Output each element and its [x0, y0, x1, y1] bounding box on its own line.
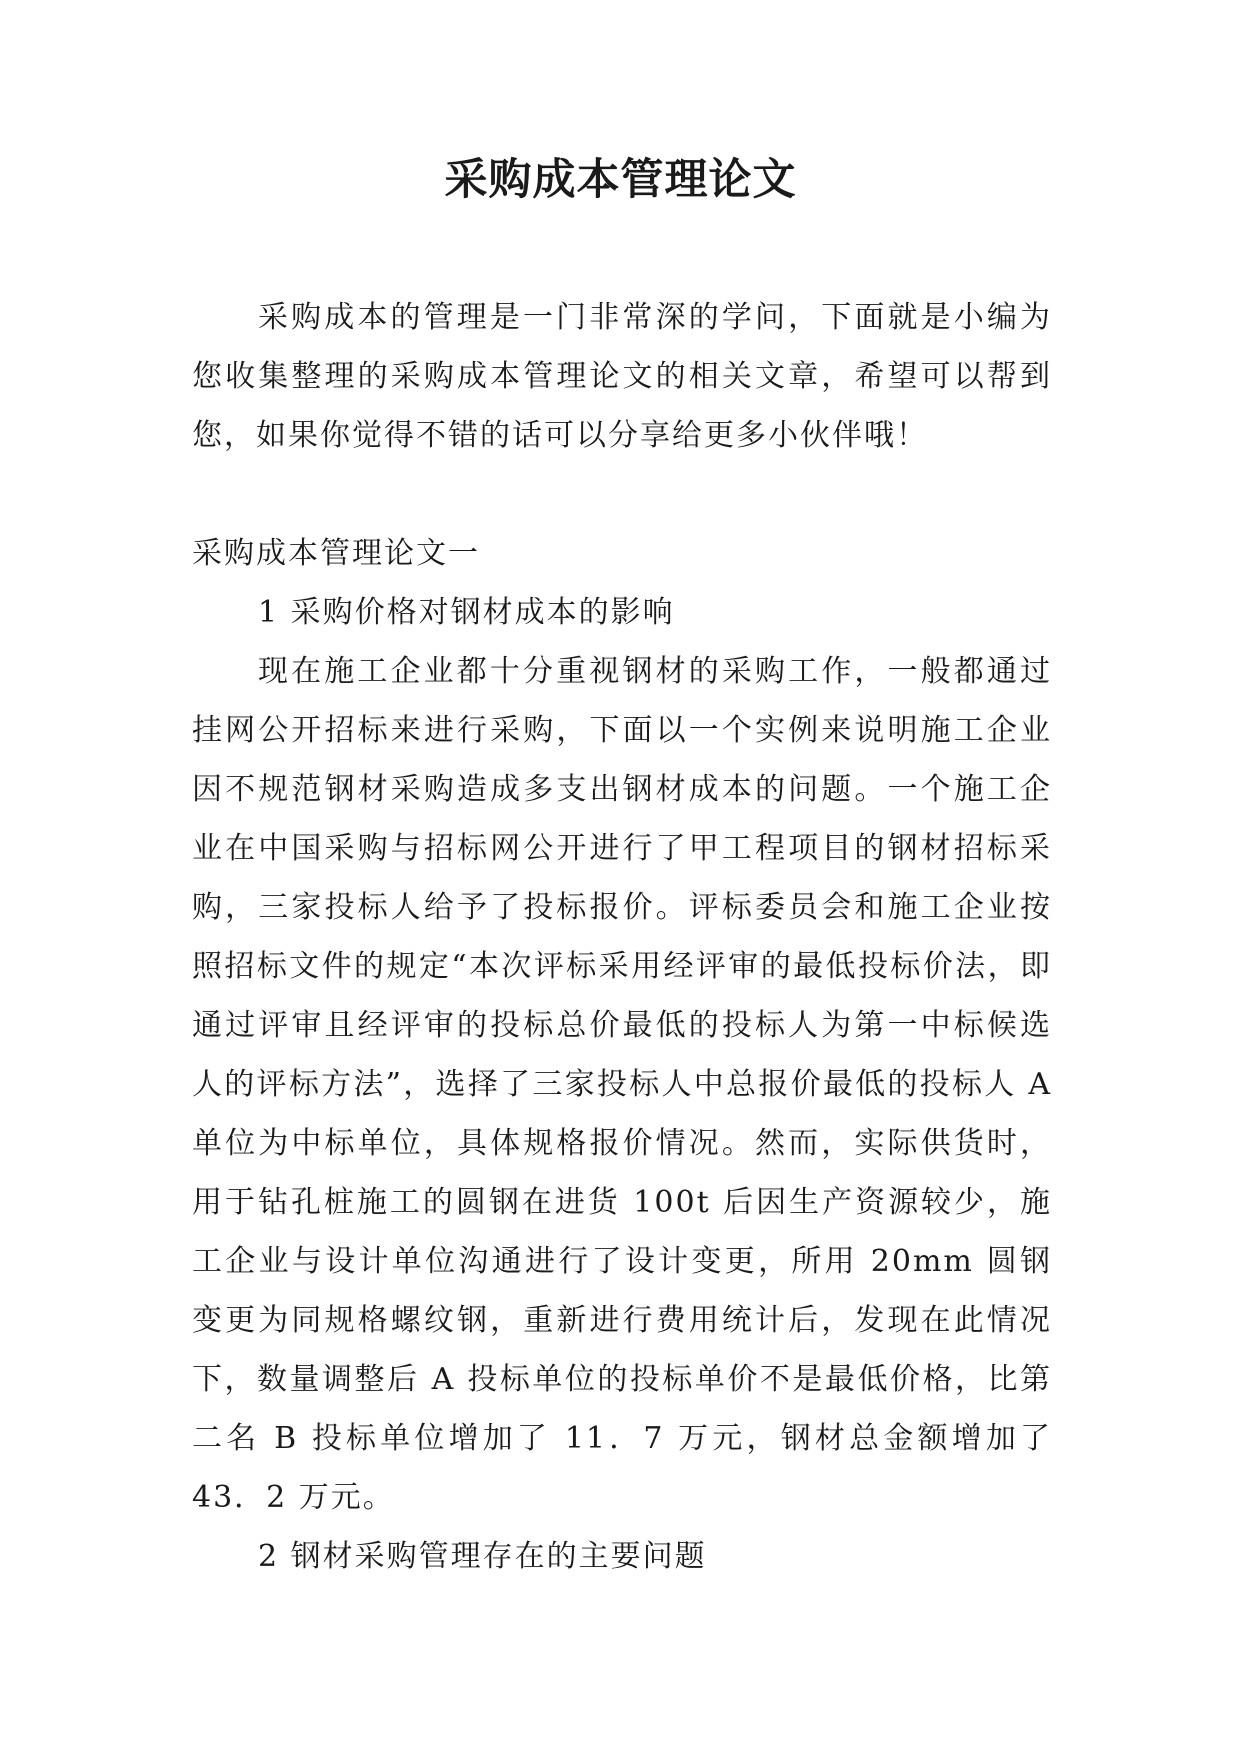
subheading-main-problems: 2 钢材采购管理存在的主要问题 [258, 1539, 707, 1574]
intro-paragraph: 采购成本的管理是一门非常深的学问，下面就是小编为您收集整理的采购成本管理论文的相关文章，希望可以帮到您，如果你觉得不错的话可以分享给更多小伙伴哦！ [192, 300, 1052, 453]
body-paragraph: 现在施工企业都十分重视钢材的采购工作，一般都通过挂网公开招标来进行采购，下面以一个实例来说明施工企业因不规范钢材采购造成多支出钢材成本的问题。一个施工企业在中国采购与招标网公开进行了甲工程项目的钢材招标采购，三家投标人给予了投标报价。评标委员会和施工企业按照招标文件的规定“本次评标采用经评审的最低投标价法，即通过评审且经评审的投标总价最低的投标人为第一中标候选人的评标方法”，选择了三家投标人中总报价最低的投标人 A 单位为中标单位，具体规格报价情况。然而，实际供货时，用于钻孔桩施工的圆钢在进货 100t 后因生产资源较少，施工企业与设计单位沟通进行了设计变更，所用 20mm 圆钢变更为同规格螺纹钢，重新进行费用统计后，发现在此情况下，数量调整后 A 投标单位的投标单价不是最低价格，比第二名 B 投标单位增加了 11．7 万元，钢材总金额增加了 43．2 万元。 [192, 654, 1052, 1515]
paragraph-spacer [192, 465, 1052, 524]
document-body [192, 288, 1052, 1586]
document-title: 采购成本管理论文 [444, 155, 797, 205]
section-heading: 采购成本管理论文一 [192, 536, 480, 571]
subheading-price-impact: 1 采购价格对钢材成本的影响 [258, 595, 675, 630]
